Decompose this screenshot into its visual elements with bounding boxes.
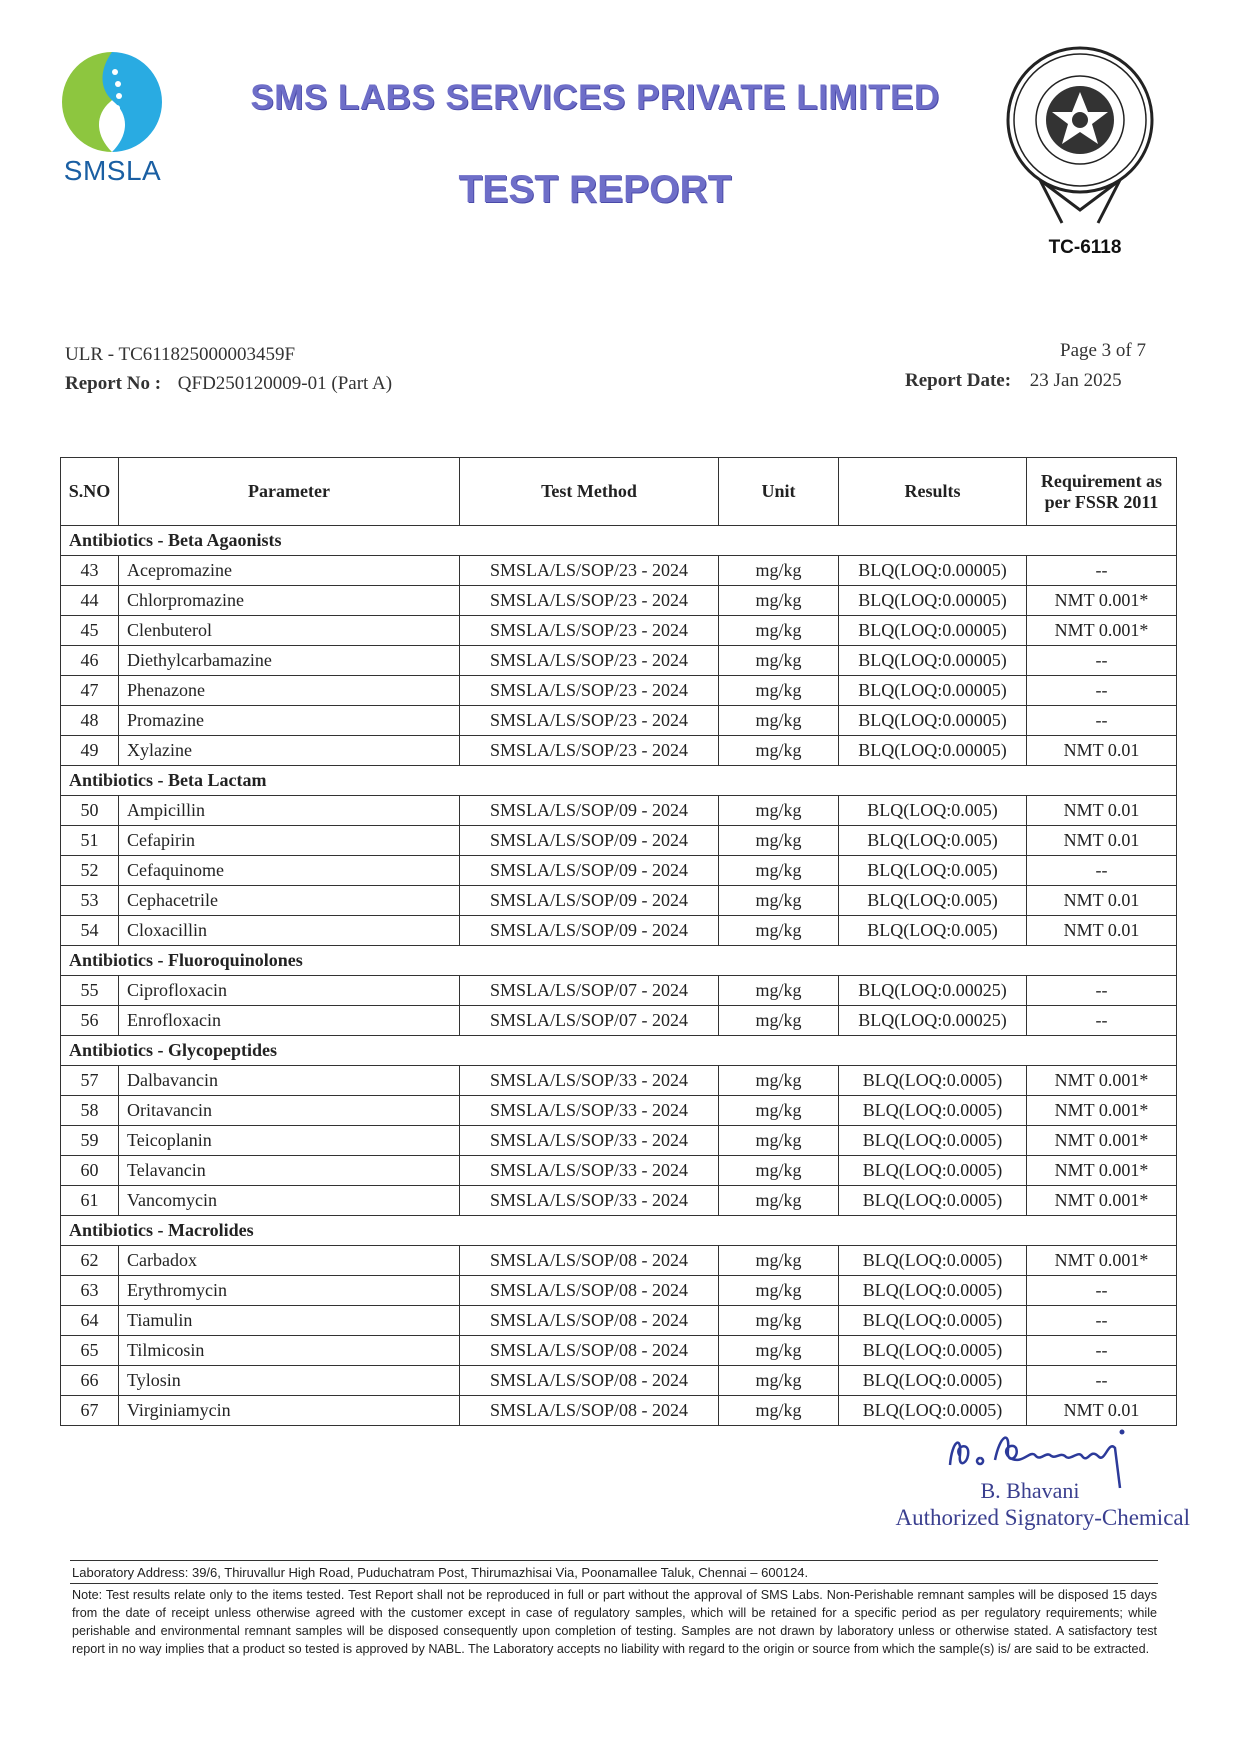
column-header: Parameter [119, 458, 460, 526]
sno-cell: 61 [61, 1186, 119, 1216]
section-header-row [61, 1036, 1177, 1066]
unit-cell: mg/kg [719, 1126, 839, 1156]
footer-note: Note: Test results relate only to the items tested. Test Report shall not be reproduced in full or part without the approval of SMS Labs. Non-Perishable remnant samples will be disposed 15 days from the date of receipt unless otherwise agreed with the customer except in case of regulatory samples, which will be retained for a specific period as per regulatory requirements; while perishable and environmental remnant samples will be disposed consequently upon completion of testing. Samples are not drawn by laboratory unless or otherwise stated. A satisfactory test report in no way implies that a product so tested is approved by NABL. The Laboratory accepts no liability with regard to the origin or source from which the sample(s) is/ are said to be extracted. [72, 1588, 1157, 1656]
unit-cell: mg/kg [719, 556, 839, 586]
result-cell: BLQ(LOQ:0.00005) [839, 706, 1027, 736]
table-row [61, 976, 1177, 1006]
table-row [61, 1276, 1177, 1306]
requirement-cell: NMT 0.01 [1027, 916, 1177, 946]
section-header-row [61, 1216, 1177, 1246]
parameter-cell: Tilmicosin [119, 1336, 460, 1366]
test-method-cell: SMSLA/LS/SOP/09 - 2024 [460, 856, 719, 886]
requirement-cell: -- [1027, 1276, 1177, 1306]
table-row [61, 676, 1177, 706]
section-title: Antibiotics - Beta Lactam [61, 766, 1177, 796]
column-header: S.NO [61, 458, 119, 526]
result-cell: BLQ(LOQ:0.0005) [839, 1366, 1027, 1396]
unit-cell: mg/kg [719, 796, 839, 826]
requirement-cell: NMT 0.001* [1027, 1246, 1177, 1276]
test-method-cell: SMSLA/LS/SOP/23 - 2024 [460, 706, 719, 736]
requirement-cell: NMT 0.001* [1027, 1156, 1177, 1186]
unit-cell: mg/kg [719, 886, 839, 916]
requirement-cell: NMT 0.01 [1027, 886, 1177, 916]
table-row [61, 856, 1177, 886]
sno-cell: 52 [61, 856, 119, 886]
sno-cell: 43 [61, 556, 119, 586]
parameter-cell: Cefaquinome [119, 856, 460, 886]
requirement-cell: -- [1027, 676, 1177, 706]
section-header-row [61, 526, 1177, 556]
requirement-cell: NMT 0.001* [1027, 1126, 1177, 1156]
test-method-cell: SMSLA/LS/SOP/33 - 2024 [460, 1096, 719, 1126]
result-cell: BLQ(LOQ:0.0005) [839, 1156, 1027, 1186]
unit-cell: mg/kg [719, 1006, 839, 1036]
requirement-cell: NMT 0.01 [1027, 736, 1177, 766]
requirement-cell: NMT 0.01 [1027, 826, 1177, 856]
table-row [61, 916, 1177, 946]
sno-cell: 44 [61, 586, 119, 616]
table-row [61, 1366, 1177, 1396]
unit-cell: mg/kg [719, 1306, 839, 1336]
sno-cell: 59 [61, 1126, 119, 1156]
unit-cell: mg/kg [719, 1276, 839, 1306]
test-method-cell: SMSLA/LS/SOP/08 - 2024 [460, 1306, 719, 1336]
parameter-cell: Ampicillin [119, 796, 460, 826]
table-row [61, 1336, 1177, 1366]
sno-cell: 45 [61, 616, 119, 646]
section-header-row [61, 766, 1177, 796]
result-cell: BLQ(LOQ:0.0005) [839, 1246, 1027, 1276]
parameter-cell: Telavancin [119, 1156, 460, 1186]
requirement-cell: NMT 0.01 [1027, 796, 1177, 826]
table-row [61, 1186, 1177, 1216]
result-cell: BLQ(LOQ:0.005) [839, 826, 1027, 856]
column-header: Requirement as per FSSR 2011 [1027, 458, 1177, 526]
requirement-cell: NMT 0.001* [1027, 1096, 1177, 1126]
requirement-cell: -- [1027, 856, 1177, 886]
parameter-cell: Enrofloxacin [119, 1006, 460, 1036]
table-row [61, 646, 1177, 676]
parameter-cell: Cefapirin [119, 826, 460, 856]
sno-cell: 67 [61, 1396, 119, 1426]
table-row [61, 1246, 1177, 1276]
table-row [61, 1306, 1177, 1336]
table-row [61, 706, 1177, 736]
parameter-cell: Phenazone [119, 676, 460, 706]
test-method-cell: SMSLA/LS/SOP/08 - 2024 [460, 1276, 719, 1306]
requirement-cell: NMT 0.001* [1027, 1066, 1177, 1096]
section-title: Antibiotics - Beta Agaonists [61, 526, 1177, 556]
test-method-cell: SMSLA/LS/SOP/33 - 2024 [460, 1186, 719, 1216]
result-cell: BLQ(LOQ:0.005) [839, 796, 1027, 826]
section-title: Antibiotics - Fluoroquinolones [61, 946, 1177, 976]
table-row [61, 1126, 1177, 1156]
unit-cell: mg/kg [719, 916, 839, 946]
table-row [61, 826, 1177, 856]
test-method-cell: SMSLA/LS/SOP/08 - 2024 [460, 1366, 719, 1396]
sno-cell: 57 [61, 1066, 119, 1096]
sno-cell: 50 [61, 796, 119, 826]
test-method-cell: SMSLA/LS/SOP/08 - 2024 [460, 1246, 719, 1276]
test-method-cell: SMSLA/LS/SOP/09 - 2024 [460, 886, 719, 916]
unit-cell: mg/kg [719, 736, 839, 766]
result-cell: BLQ(LOQ:0.005) [839, 856, 1027, 886]
column-header: Test Method [460, 458, 719, 526]
report-title: TEST REPORT [458, 168, 732, 211]
requirement-cell: -- [1027, 976, 1177, 1006]
result-cell: BLQ(LOQ:0.00005) [839, 616, 1027, 646]
requirement-cell: NMT 0.01 [1027, 1396, 1177, 1426]
table-row [61, 736, 1177, 766]
result-cell: BLQ(LOQ:0.0005) [839, 1396, 1027, 1426]
unit-cell: mg/kg [719, 1186, 839, 1216]
parameter-cell: Oritavancin [119, 1096, 460, 1126]
report-number: QFD250120009-01 (Part A) [177, 373, 393, 394]
requirement-cell: -- [1027, 706, 1177, 736]
table-row [61, 556, 1177, 586]
test-method-cell: SMSLA/LS/SOP/09 - 2024 [460, 916, 719, 946]
result-cell: BLQ(LOQ:0.00025) [839, 1006, 1027, 1036]
result-cell: BLQ(LOQ:0.00005) [839, 676, 1027, 706]
sno-cell: 55 [61, 976, 119, 1006]
report-date-label: Report Date: [905, 370, 1012, 391]
requirement-cell: -- [1027, 556, 1177, 586]
parameter-cell: Diethylcarbamazine [119, 646, 460, 676]
result-cell: BLQ(LOQ:0.0005) [839, 1126, 1027, 1156]
sno-cell: 49 [61, 736, 119, 766]
test-method-cell: SMSLA/LS/SOP/23 - 2024 [460, 736, 719, 766]
result-cell: BLQ(LOQ:0.0005) [839, 1336, 1027, 1366]
result-cell: BLQ(LOQ:0.00025) [839, 976, 1027, 1006]
requirement-cell: NMT 0.001* [1027, 1186, 1177, 1216]
unit-cell: mg/kg [719, 1156, 839, 1186]
unit-cell: mg/kg [719, 826, 839, 856]
parameter-cell: Clenbuterol [119, 616, 460, 646]
result-cell: BLQ(LOQ:0.005) [839, 886, 1027, 916]
table-body [61, 526, 1177, 1426]
footer-divider [70, 1560, 1158, 1561]
sno-cell: 54 [61, 916, 119, 946]
table-row [61, 1096, 1177, 1126]
unit-cell: mg/kg [719, 1336, 839, 1366]
column-header: Unit [719, 458, 839, 526]
sno-cell: 46 [61, 646, 119, 676]
sno-cell: 66 [61, 1366, 119, 1396]
test-method-cell: SMSLA/LS/SOP/23 - 2024 [460, 616, 719, 646]
result-cell: BLQ(LOQ:0.00005) [839, 736, 1027, 766]
requirement-cell: NMT 0.001* [1027, 586, 1177, 616]
test-method-cell: SMSLA/LS/SOP/07 - 2024 [460, 976, 719, 1006]
table-row [61, 886, 1177, 916]
parameter-cell: Carbadox [119, 1246, 460, 1276]
smsla-logo-icon [55, 50, 170, 195]
requirement-cell: -- [1027, 646, 1177, 676]
report-date-row [905, 370, 1122, 392]
section-title: Antibiotics - Glycopeptides [61, 1036, 1177, 1066]
unit-cell: mg/kg [719, 856, 839, 886]
signatory-role: Authorized Signatory-Chemical [895, 1505, 1190, 1530]
result-cell: BLQ(LOQ:0.0005) [839, 1306, 1027, 1336]
results-table [60, 457, 1177, 1426]
sno-cell: 48 [61, 706, 119, 736]
parameter-cell: Promazine [119, 706, 460, 736]
parameter-cell: Acepromazine [119, 556, 460, 586]
test-method-cell: SMSLA/LS/SOP/33 - 2024 [460, 1156, 719, 1186]
unit-cell: mg/kg [719, 1246, 839, 1276]
test-method-cell: SMSLA/LS/SOP/23 - 2024 [460, 586, 719, 616]
sno-cell: 65 [61, 1336, 119, 1366]
result-cell: BLQ(LOQ:0.0005) [839, 1096, 1027, 1126]
page-number: Page 3 of 7 [1060, 340, 1147, 361]
test-method-cell: SMSLA/LS/SOP/23 - 2024 [460, 556, 719, 586]
unit-cell: mg/kg [719, 1066, 839, 1096]
accreditation-code: TC-6118 [1048, 237, 1122, 258]
test-method-cell: SMSLA/LS/SOP/33 - 2024 [460, 1126, 719, 1156]
test-method-cell: SMSLA/LS/SOP/23 - 2024 [460, 676, 719, 706]
report-number-row [65, 373, 392, 395]
unit-cell: mg/kg [719, 1366, 839, 1396]
requirement-cell: -- [1027, 1336, 1177, 1366]
unit-cell: mg/kg [719, 616, 839, 646]
table-row [61, 796, 1177, 826]
unit-cell: mg/kg [719, 1396, 839, 1426]
section-title: Antibiotics - Macrolides [61, 1216, 1177, 1246]
parameter-cell: Chlorpromazine [119, 586, 460, 616]
table-row [61, 586, 1177, 616]
unit-cell: mg/kg [719, 646, 839, 676]
parameter-cell: Ciprofloxacin [119, 976, 460, 1006]
unit-cell: mg/kg [719, 1096, 839, 1126]
parameter-cell: Vancomycin [119, 1186, 460, 1216]
parameter-cell: Tylosin [119, 1366, 460, 1396]
sno-cell: 53 [61, 886, 119, 916]
report-number-label: Report No : [65, 373, 162, 394]
requirement-cell: NMT 0.001* [1027, 616, 1177, 646]
report-date: 23 Jan 2025 [1029, 370, 1122, 391]
unit-cell: mg/kg [719, 586, 839, 616]
parameter-cell: Virginiamycin [119, 1396, 460, 1426]
test-method-cell: SMSLA/LS/SOP/33 - 2024 [460, 1066, 719, 1096]
test-method-cell: SMSLA/LS/SOP/23 - 2024 [460, 646, 719, 676]
test-method-cell: SMSLA/LS/SOP/08 - 2024 [460, 1396, 719, 1426]
footer-divider [70, 1583, 1158, 1584]
test-method-cell: SMSLA/LS/SOP/09 - 2024 [460, 826, 719, 856]
sno-cell: 47 [61, 676, 119, 706]
result-cell: BLQ(LOQ:0.0005) [839, 1186, 1027, 1216]
parameter-cell: Dalbavancin [119, 1066, 460, 1096]
test-method-cell: SMSLA/LS/SOP/07 - 2024 [460, 1006, 719, 1036]
sno-cell: 56 [61, 1006, 119, 1036]
table-header-row [61, 458, 1177, 526]
test-method-cell: SMSLA/LS/SOP/09 - 2024 [460, 796, 719, 826]
result-cell: BLQ(LOQ:0.00005) [839, 556, 1027, 586]
unit-cell: mg/kg [719, 706, 839, 736]
laboratory-address: Laboratory Address: 39/6, Thiruvallur High Road, Puduchatram Post, Thirumazhisai Via, Poonamallee Taluk, Chennai – 600124. [72, 1565, 809, 1580]
requirement-cell: -- [1027, 1006, 1177, 1036]
result-cell: BLQ(LOQ:0.00005) [839, 586, 1027, 616]
parameter-cell: Tiamulin [119, 1306, 460, 1336]
section-header-row [61, 946, 1177, 976]
parameter-cell: Teicoplanin [119, 1126, 460, 1156]
result-cell: BLQ(LOQ:0.005) [839, 916, 1027, 946]
result-cell: BLQ(LOQ:0.0005) [839, 1066, 1027, 1096]
unit-cell: mg/kg [719, 676, 839, 706]
result-cell: BLQ(LOQ:0.0005) [839, 1276, 1027, 1306]
table-row [61, 616, 1177, 646]
logo-text: SMSLA [63, 155, 162, 186]
parameter-cell: Cephacetrile [119, 886, 460, 916]
company-name: SMS LABS SERVICES PRIVATE LIMITED [250, 78, 940, 117]
requirement-cell: -- [1027, 1366, 1177, 1396]
requirement-cell: -- [1027, 1306, 1177, 1336]
sno-cell: 64 [61, 1306, 119, 1336]
table-row [61, 1156, 1177, 1186]
table-row [61, 1066, 1177, 1096]
signatory-name: B. Bhavani [980, 1478, 1080, 1503]
ulr-number: ULR - TC611825000003459F [65, 344, 296, 365]
parameter-cell: Xylazine [119, 736, 460, 766]
parameter-cell: Erythromycin [119, 1276, 460, 1306]
sno-cell: 63 [61, 1276, 119, 1306]
column-header: Results [839, 458, 1027, 526]
test-method-cell: SMSLA/LS/SOP/08 - 2024 [460, 1336, 719, 1366]
sno-cell: 51 [61, 826, 119, 856]
parameter-cell: Cloxacillin [119, 916, 460, 946]
table-row [61, 1006, 1177, 1036]
sno-cell: 60 [61, 1156, 119, 1186]
unit-cell: mg/kg [719, 976, 839, 1006]
result-cell: BLQ(LOQ:0.00005) [839, 646, 1027, 676]
nabl-accreditation-seal-icon [1000, 40, 1160, 225]
sno-cell: 62 [61, 1246, 119, 1276]
sno-cell: 58 [61, 1096, 119, 1126]
